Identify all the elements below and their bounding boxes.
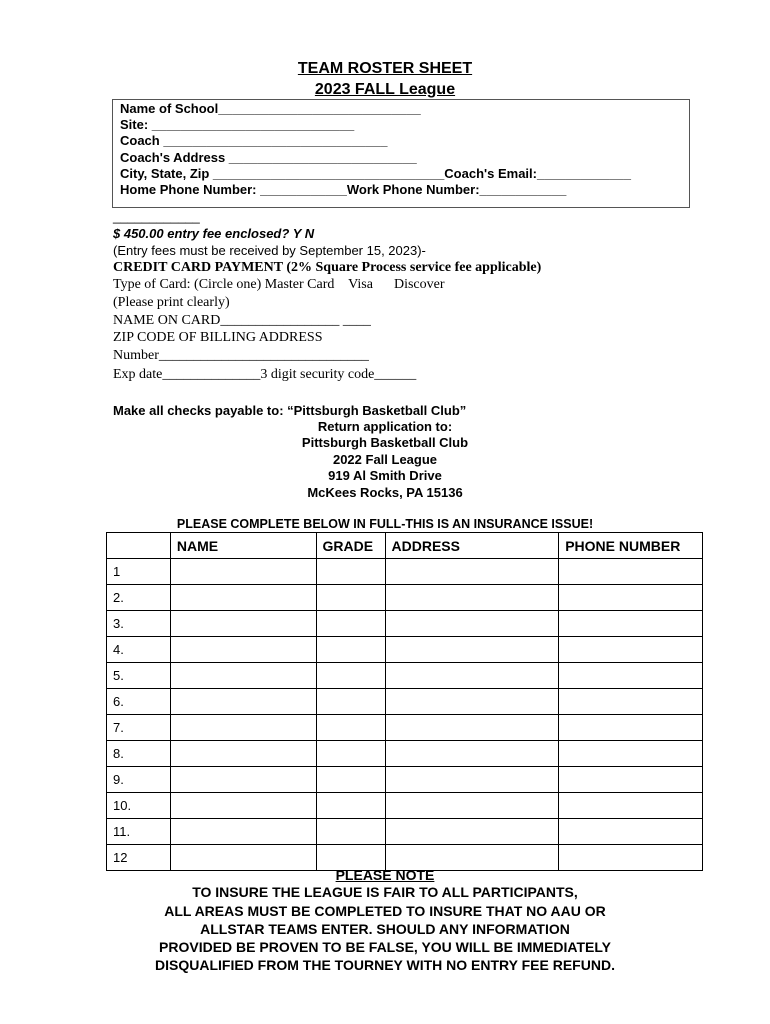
street-address: 919 Al Smith Drive <box>328 468 442 483</box>
city-email-field[interactable]: City, State, Zip ________________________________Coach's Email:_____________ <box>120 166 631 181</box>
page-title: TEAM ROSTER SHEET <box>297 60 473 77</box>
table-row <box>107 611 703 637</box>
row-number: 6. <box>107 689 171 715</box>
row-number: 8. <box>107 741 171 767</box>
table-row <box>107 793 703 819</box>
row-number: 1 <box>107 559 171 585</box>
phone-cell[interactable] <box>559 767 703 793</box>
address-cell[interactable] <box>385 559 559 585</box>
notice-line: ALL AREAS MUST BE COMPLETED TO INSURE THAT NO AAU OR <box>164 903 606 919</box>
name-cell[interactable] <box>170 663 316 689</box>
name-cell[interactable] <box>170 741 316 767</box>
phone-cell[interactable] <box>559 689 703 715</box>
phone-cell[interactable] <box>559 585 703 611</box>
address-cell[interactable] <box>385 793 559 819</box>
name-cell[interactable] <box>170 689 316 715</box>
grade-cell[interactable] <box>316 663 385 689</box>
header-address: ADDRESS <box>385 533 559 559</box>
header-number <box>107 533 171 559</box>
notice-heading: PLEASE NOTE <box>335 867 435 883</box>
row-number: 4. <box>107 637 171 663</box>
address-cell[interactable] <box>385 819 559 845</box>
entry-fee-question: $ 450.00 entry fee enclosed? Y N <box>113 226 315 241</box>
coach-address-field[interactable]: Coach's Address __________________________ <box>120 150 417 165</box>
notice-line: PROVIDED BE PROVEN TO BE FALSE, YOU WILL BE IMMEDIATELY <box>159 939 611 955</box>
table-row <box>107 689 703 715</box>
table-row <box>107 767 703 793</box>
address-cell[interactable] <box>385 611 559 637</box>
header-grade: GRADE <box>316 533 385 559</box>
name-cell[interactable] <box>170 767 316 793</box>
print-clearly-note: (Please print clearly) <box>113 295 230 310</box>
phone-cell[interactable] <box>559 663 703 689</box>
roster-instruction: PLEASE COMPLETE BELOW IN FULL-THIS IS AN INSURANCE ISSUE! <box>176 517 594 531</box>
fee-deadline: (Entry fees must be received by September 15, 2023)- <box>113 243 426 258</box>
billing-zip-field[interactable]: ZIP CODE OF BILLING ADDRESS <box>113 330 323 345</box>
table-row <box>107 741 703 767</box>
header-name: NAME <box>170 533 316 559</box>
name-cell[interactable] <box>170 715 316 741</box>
table-row <box>107 663 703 689</box>
header-phone: PHONE NUMBER <box>559 533 703 559</box>
row-number: 7. <box>107 715 171 741</box>
row-number: 11. <box>107 819 171 845</box>
phone-cell[interactable] <box>559 793 703 819</box>
row-number: 2. <box>107 585 171 611</box>
league-name: 2022 Fall League <box>332 452 438 467</box>
row-number: 12 <box>107 845 171 871</box>
grade-cell[interactable] <box>316 585 385 611</box>
fee-blank[interactable]: ____________ <box>113 209 200 224</box>
table-row <box>107 819 703 845</box>
notice-line: TO INSURE THE LEAGUE IS FAIR TO ALL PARTICIPANTS, <box>192 884 578 900</box>
address-cell[interactable] <box>385 663 559 689</box>
grade-cell[interactable] <box>316 689 385 715</box>
page-subtitle: 2023 FALL League <box>314 81 456 98</box>
address-cell[interactable] <box>385 689 559 715</box>
exp-security-field[interactable]: Exp date______________3 digit security code______ <box>113 367 417 382</box>
row-number: 10. <box>107 793 171 819</box>
phone-fields[interactable]: Home Phone Number: ____________Work Phone Number:____________ <box>120 182 567 197</box>
table-row <box>107 715 703 741</box>
card-type-field[interactable]: Type of Card: (Circle one) Master Card Visa Discover <box>113 277 445 292</box>
row-number: 3. <box>107 611 171 637</box>
address-cell[interactable] <box>385 585 559 611</box>
table-row <box>107 559 703 585</box>
grade-cell[interactable] <box>316 741 385 767</box>
roster-table <box>106 532 703 871</box>
row-number: 9. <box>107 767 171 793</box>
table-row <box>107 637 703 663</box>
city-address: McKees Rocks, PA 15136 <box>307 485 463 500</box>
grade-cell[interactable] <box>316 559 385 585</box>
table-row <box>107 585 703 611</box>
club-name: Pittsburgh Basketball Club <box>301 435 469 450</box>
name-cell[interactable] <box>170 637 316 663</box>
card-number-field[interactable]: Number______________________________ <box>113 348 369 363</box>
grade-cell[interactable] <box>316 637 385 663</box>
grade-cell[interactable] <box>316 793 385 819</box>
phone-cell[interactable] <box>559 559 703 585</box>
phone-cell[interactable] <box>559 715 703 741</box>
name-cell[interactable] <box>170 611 316 637</box>
grade-cell[interactable] <box>316 819 385 845</box>
address-cell[interactable] <box>385 637 559 663</box>
address-cell[interactable] <box>385 715 559 741</box>
notice-line: ALLSTAR TEAMS ENTER. SHOULD ANY INFORMATION <box>200 921 570 937</box>
credit-card-heading: CREDIT CARD PAYMENT (2% Square Process service fee applicable) <box>113 260 542 275</box>
roster-header-row <box>107 533 703 559</box>
notice-line: DISQUALIFIED FROM THE TOURNEY WITH NO ENTRY FEE REFUND. <box>155 957 615 973</box>
address-cell[interactable] <box>385 741 559 767</box>
name-on-card-field[interactable]: NAME ON CARD_________________ ____ <box>113 313 371 328</box>
phone-cell[interactable] <box>559 741 703 767</box>
name-cell[interactable] <box>170 793 316 819</box>
phone-cell[interactable] <box>559 637 703 663</box>
grade-cell[interactable] <box>316 611 385 637</box>
phone-cell[interactable] <box>559 819 703 845</box>
name-cell[interactable] <box>170 819 316 845</box>
coach-field[interactable]: Coach _______________________________ <box>120 133 388 148</box>
school-field[interactable]: Name of School____________________________ <box>120 101 421 116</box>
name-cell[interactable] <box>170 585 316 611</box>
checks-payable-text: Make all checks payable to: “Pittsburgh Basketball Club” <box>113 403 467 418</box>
site-field[interactable]: Site: ____________________________ <box>120 117 355 132</box>
grade-cell[interactable] <box>316 715 385 741</box>
row-number: 5. <box>107 663 171 689</box>
grade-cell[interactable] <box>316 767 385 793</box>
address-cell[interactable] <box>385 767 559 793</box>
name-cell[interactable] <box>170 559 316 585</box>
phone-cell[interactable] <box>559 611 703 637</box>
return-application-text: Return application to: <box>317 419 453 434</box>
